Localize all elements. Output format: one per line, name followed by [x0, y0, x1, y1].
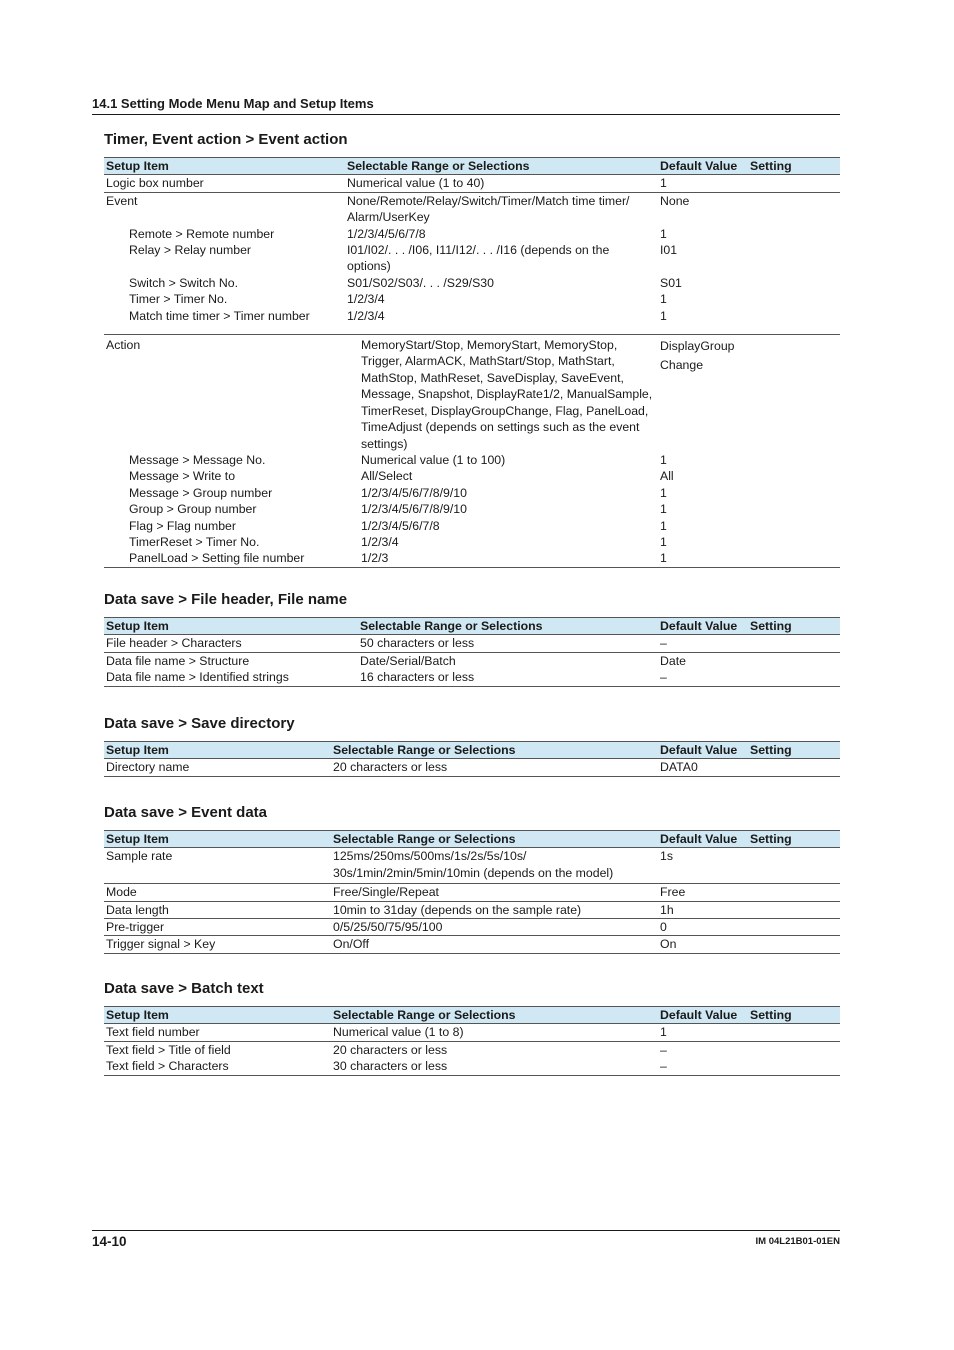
table-row: Trigger signal > Key On/Off On	[104, 936, 840, 953]
col-range: Selectable Range or Selections	[345, 158, 658, 175]
col-setup-item: Setup Item	[104, 831, 331, 848]
page-header: 14.1 Setting Mode Menu Map and Setup Items	[92, 96, 840, 115]
col-setting: Setting	[748, 1007, 840, 1024]
table-row: Relay > Relay number I01/I02/. . . /I06, I11/I12/. . . /I16 (depends on the options) I01	[129, 243, 678, 274]
table-row: Message > Message No. Numerical value (1 to 100) 1	[129, 452, 667, 467]
page-number: 14-10	[92, 1234, 127, 1249]
table-row: Timer > Timer No. 1/2/3/4 1	[129, 292, 667, 307]
table-row: TimerReset > Timer No. 1/2/3/4 1	[129, 534, 667, 549]
table-event-data	[104, 830, 840, 954]
table-row: Message > Group number 1/2/3/4/5/6/7/8/9/10 1	[129, 485, 667, 500]
col-default: Default Value	[658, 158, 748, 175]
col-setup-item: Setup Item	[104, 158, 345, 175]
table-row: Mode Free/Single/Repeat Free	[104, 884, 840, 901]
table-row: File header > Characters 50 characters or less –	[106, 636, 667, 651]
table-row: PanelLoad > Setting file number 1/2/3 1	[104, 550, 840, 567]
col-range: Selectable Range or Selections	[331, 1007, 658, 1024]
table-row: Text field > Characters 30 characters or less –	[104, 1058, 840, 1075]
col-setup-item: Setup Item	[104, 618, 358, 635]
table-row: Data file name > Identified strings 16 characters or less –	[104, 669, 840, 686]
table-row: Switch > Switch No. S01/S02/S03/. . . /S29/S30 S01	[129, 275, 682, 290]
col-default: Default Value	[658, 831, 748, 848]
section-title-batch-text: Data save > Batch text	[104, 980, 264, 997]
table-row: Logic box number Numerical value (1 to 40) 1	[106, 176, 667, 191]
table-row: Group > Group number 1/2/3/4/5/6/7/8/9/10 1	[129, 502, 667, 517]
table-row: Text field number Numerical value (1 to 8) 1	[106, 1025, 667, 1040]
table-row: Directory name 20 characters or less DATA0	[104, 759, 840, 776]
table-row: Text field > Title of field 20 characters or less –	[104, 1041, 840, 1058]
col-default: Default Value	[658, 618, 748, 635]
col-default: Default Value	[658, 1007, 748, 1024]
col-default: Default Value	[658, 742, 748, 759]
col-setup-item: Setup Item	[104, 1007, 331, 1024]
table-row: Flag > Flag number 1/2/3/4/5/6/7/8 1	[129, 518, 667, 533]
col-range: Selectable Range or Selections	[331, 742, 658, 759]
col-setting: Setting	[748, 618, 840, 635]
table-save-directory	[104, 741, 840, 777]
table-row: Action MemoryStart/Stop, MemoryStart, MemoryStop, Trigger, AlarmACK, MathStart/Stop, MathStart, MathStop, MathReset, SaveDisplay, SaveEvent, Message, Snapshot, DisplayRate1/2, ManualSample, TimerReset, DisplayGroupChange, Flag, PanelLoad, TimeAdjust (depends on settings such as the event settings) DisplayGroup Change	[104, 335, 840, 452]
document-id: IM 04L21B01-01EN	[755, 1236, 840, 1247]
col-range: Selectable Range or Selections	[358, 618, 658, 635]
col-range: Selectable Range or Selections	[331, 831, 658, 848]
col-setting: Setting	[748, 831, 840, 848]
table-row: Match time timer > Timer number 1/2/3/4 1	[129, 308, 667, 323]
table-row: Data length 10min to 31day (depends on the sample rate) 1h	[104, 901, 840, 918]
table-row: Message > Write to All/Select All	[129, 469, 674, 484]
table-row: Remote > Remote number 1/2/3/4/5/6/7/8 1	[129, 226, 667, 241]
col-setup-item: Setup Item	[104, 742, 331, 759]
section-title-event-data: Data save > Event data	[104, 804, 268, 821]
table-batch-text	[104, 1006, 840, 1076]
col-setting: Setting	[748, 158, 840, 175]
footer-divider	[92, 1230, 840, 1231]
section-title-event-action: Timer, Event action > Event action	[104, 131, 348, 148]
table-row: Sample rate 125ms/250ms/500ms/1s/2s/5s/10s/ 30s/1min/2min/5min/10min (depends on the model) 1s	[106, 849, 673, 880]
table-row: Data file name > Structure Date/Serial/Batch Date	[104, 652, 840, 669]
table-row: Event None/Remote/Relay/Switch/Timer/Match time timer/ Alarm/UserKey None	[104, 192, 840, 225]
table-file-header	[104, 617, 840, 687]
table-event-action	[104, 157, 840, 568]
section-title-file-header: Data save > File header, File name	[104, 591, 348, 608]
section-title-save-directory: Data save > Save directory	[104, 715, 295, 732]
table-row: Pre-trigger 0/5/25/50/75/95/100 0	[104, 919, 840, 936]
col-setting: Setting	[748, 742, 840, 759]
